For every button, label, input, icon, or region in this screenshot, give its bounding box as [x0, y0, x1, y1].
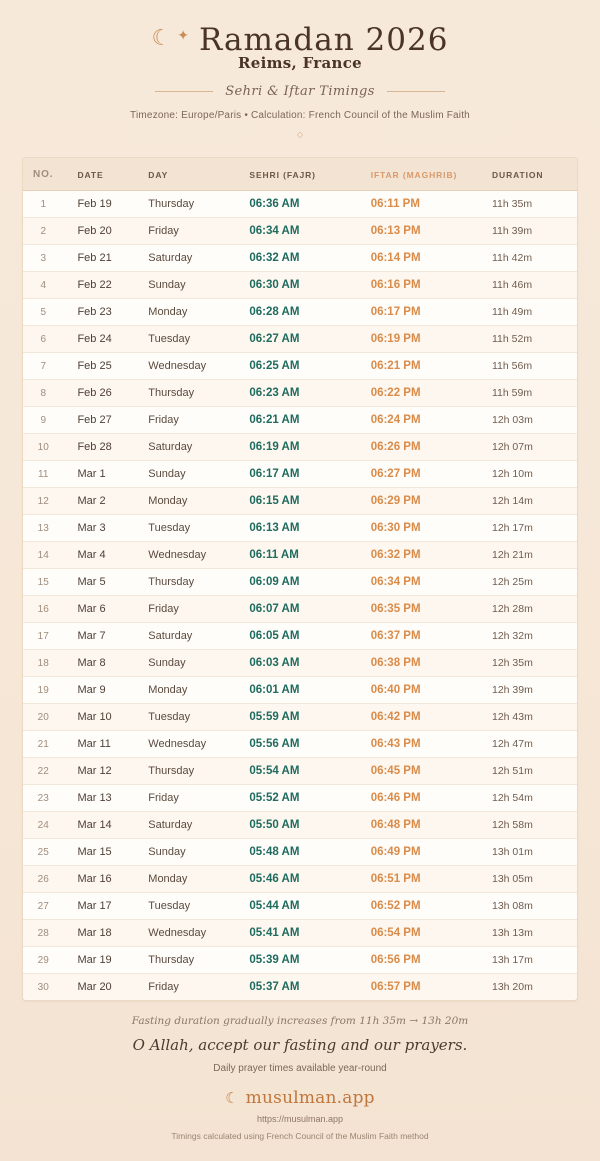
table-row [23, 353, 577, 380]
cell-sehri: 05:59 AM [243, 704, 364, 731]
cell-no: 1 [23, 191, 63, 218]
cell-iftar: 06:16 PM [365, 272, 486, 299]
cell-date: Feb 26 [63, 380, 142, 407]
timezone-calculation-meta: Timezone: Europe/Paris • Calculation: French Council of the Muslim Faith [130, 110, 470, 121]
cell-date: Feb 22 [63, 272, 142, 299]
cell-day: Saturday [142, 623, 243, 650]
section-label-row [20, 84, 580, 99]
cell-iftar: 06:51 PM [365, 866, 486, 893]
cell-duration: 13h 08m [486, 893, 577, 920]
cell-duration: 12h 14m [486, 488, 577, 515]
table-row [23, 731, 577, 758]
table-row [23, 812, 577, 839]
cell-day: Thursday [142, 947, 243, 974]
cell-date: Mar 13 [63, 785, 142, 812]
table-row [23, 893, 577, 920]
table-row [23, 704, 577, 731]
cell-iftar: 06:48 PM [365, 812, 486, 839]
cell-day: Tuesday [142, 893, 243, 920]
cell-duration: 11h 52m [486, 326, 577, 353]
table-row [23, 920, 577, 947]
cell-no: 30 [37, 981, 49, 993]
cell-day: Sunday [142, 650, 243, 677]
cell-duration: 13h 20m [492, 981, 533, 993]
cell-no: 9 [23, 407, 63, 434]
cell-iftar: 06:38 PM [365, 650, 486, 677]
cell-iftar: 06:43 PM [365, 731, 486, 758]
cell-sehri: 06:01 AM [243, 677, 364, 704]
cell-duration: 12h 58m [486, 812, 577, 839]
cell-sehri: 05:50 AM [243, 812, 364, 839]
cell-day: Sunday [142, 839, 243, 866]
cell-sehri: 06:03 AM [243, 650, 364, 677]
cell-day: Monday [142, 677, 243, 704]
brand-row [20, 1088, 580, 1108]
cell-sehri: 06:34 AM [243, 218, 364, 245]
cell-day: Friday [142, 596, 243, 623]
cell-day: Monday [142, 866, 243, 893]
cell-no: 8 [23, 380, 63, 407]
brand-name: musulman.app [245, 1088, 375, 1108]
table-row [23, 326, 577, 353]
cell-day: Wednesday [142, 920, 243, 947]
cell-duration: 12h 25m [486, 569, 577, 596]
cell-no: 11 [23, 461, 63, 488]
table-row [23, 245, 577, 272]
cell-sehri: 06:11 AM [243, 542, 364, 569]
cell-duration: 12h 03m [486, 407, 577, 434]
cell-sehri: 05:56 AM [243, 731, 364, 758]
cell-iftar: 06:14 PM [365, 245, 486, 272]
cell-date: Mar 16 [63, 866, 142, 893]
cell-date: Mar 1 [63, 461, 142, 488]
column-header-duration: DURATION [486, 158, 577, 191]
cell-date: Mar 9 [63, 677, 142, 704]
cell-day: Thursday [142, 380, 243, 407]
table-row [23, 650, 577, 677]
column-header-sehri: SEHRI (FAJR) [243, 158, 364, 191]
table-row [23, 380, 577, 407]
cell-day: Friday [142, 785, 243, 812]
daily-prayer-note: Daily prayer times available year-round [213, 1063, 387, 1074]
cell-date: Feb 25 [63, 353, 142, 380]
timings-table [23, 158, 577, 1000]
cell-no: 4 [23, 272, 63, 299]
cell-date: Mar 11 [63, 731, 142, 758]
brand-url[interactable]: https://musulman.app [256, 1114, 344, 1124]
table-row [23, 677, 577, 704]
cell-duration: 13h 13m [486, 920, 577, 947]
cell-duration: 11h 35m [486, 191, 577, 218]
table-row [23, 839, 577, 866]
cell-no: 18 [23, 650, 63, 677]
cell-day: Saturday [142, 812, 243, 839]
cell-day: Tuesday [142, 515, 243, 542]
cell-day: Thursday [142, 191, 243, 218]
cell-iftar: 06:22 PM [365, 380, 486, 407]
cell-iftar: 06:34 PM [365, 569, 486, 596]
cell-iftar: 06:29 PM [365, 488, 486, 515]
cell-day: Monday [142, 299, 243, 326]
cell-sehri: 06:17 AM [243, 461, 364, 488]
cell-day: Friday [142, 407, 243, 434]
cell-no: 5 [23, 299, 63, 326]
table-row [23, 299, 577, 326]
table-row [23, 434, 577, 461]
cell-day: Saturday [142, 434, 243, 461]
cell-duration: 11h 56m [486, 353, 577, 380]
cell-day: Saturday [142, 245, 243, 272]
cell-duration: 12h 39m [486, 677, 577, 704]
cell-sehri: 05:52 AM [243, 785, 364, 812]
cell-date: Mar 15 [63, 839, 142, 866]
cell-iftar: 06:30 PM [365, 515, 486, 542]
cell-no: 2 [23, 218, 63, 245]
cell-iftar: 06:19 PM [365, 326, 486, 353]
cell-no: 3 [23, 245, 63, 272]
cell-date: Mar 6 [63, 596, 142, 623]
cell-date: Mar 10 [63, 704, 142, 731]
cell-sehri: 06:28 AM [243, 299, 364, 326]
column-header-no: NO. [23, 158, 63, 191]
cell-day: Sunday [142, 272, 243, 299]
cell-iftar: 06:42 PM [365, 704, 486, 731]
cell-duration: 11h 59m [486, 380, 577, 407]
cell-sehri: 06:19 AM [243, 434, 364, 461]
cell-date: Mar 14 [63, 812, 142, 839]
cell-iftar: 06:37 PM [365, 623, 486, 650]
table-header-row [23, 158, 577, 191]
cell-duration: 12h 43m [486, 704, 577, 731]
cell-iftar: 06:49 PM [365, 839, 486, 866]
cell-no: 19 [23, 677, 63, 704]
table-row [23, 974, 577, 1001]
cell-sehri: 05:41 AM [243, 920, 364, 947]
cell-date: Feb 19 [63, 191, 142, 218]
cell-day: Tuesday [142, 704, 243, 731]
column-header-day: DAY [142, 158, 243, 191]
cell-date: Feb 20 [63, 218, 142, 245]
cell-iftar: 06:40 PM [365, 677, 486, 704]
cell-sehri: 06:13 AM [243, 515, 364, 542]
table-row [23, 569, 577, 596]
table-row [23, 596, 577, 623]
cell-duration: 13h 17m [486, 947, 577, 974]
cell-sehri: 05:39 AM [243, 947, 364, 974]
table-row [23, 488, 577, 515]
cell-no: 26 [23, 866, 63, 893]
table-row [23, 515, 577, 542]
cell-iftar: 06:24 PM [365, 407, 486, 434]
cell-day: Thursday [142, 569, 243, 596]
divider-right [387, 91, 445, 92]
cell-no: 24 [23, 812, 63, 839]
cell-iftar: 06:13 PM [365, 218, 486, 245]
table-row [23, 407, 577, 434]
cell-sehri: 05:46 AM [243, 866, 364, 893]
cell-date: Mar 18 [63, 920, 142, 947]
page-footer [0, 1001, 600, 1161]
section-label: Sehri & Iftar Timings [225, 84, 375, 99]
cell-date: Feb 28 [63, 434, 142, 461]
cell-no: 15 [23, 569, 63, 596]
cell-sehri: 06:30 AM [243, 272, 364, 299]
cell-no: 28 [23, 920, 63, 947]
cell-no: 14 [23, 542, 63, 569]
cell-iftar: 06:35 PM [365, 596, 486, 623]
table-row [23, 623, 577, 650]
dua-text: O Allah, accept our fasting and our prayers. [132, 1036, 468, 1054]
cell-no: 17 [23, 623, 63, 650]
cell-no: 25 [23, 839, 63, 866]
cell-duration: 11h 42m [486, 245, 577, 272]
duration-note: Fasting duration gradually increases from 11h 35m → 13h 20m [131, 1015, 469, 1027]
cell-date: Mar 12 [63, 758, 142, 785]
cell-iftar: 06:52 PM [365, 893, 486, 920]
cell-no: 27 [23, 893, 63, 920]
cell-date: Mar 8 [63, 650, 142, 677]
cell-duration: 12h 47m [486, 731, 577, 758]
cell-duration: 12h 28m [486, 596, 577, 623]
cell-no: 7 [23, 353, 63, 380]
cell-date: Feb 23 [63, 299, 142, 326]
cell-iftar: 06:21 PM [365, 353, 486, 380]
cell-no: 10 [23, 434, 63, 461]
cell-day: Friday [148, 981, 179, 993]
cell-date: Mar 5 [63, 569, 142, 596]
brand-crescent-icon: ☾ [225, 1089, 239, 1107]
diamond-ornament-icon: ◇ [296, 130, 304, 139]
cell-iftar: 06:54 PM [365, 920, 486, 947]
table-row [23, 461, 577, 488]
cell-no: 20 [23, 704, 63, 731]
cell-duration: 11h 39m [486, 218, 577, 245]
cell-sehri: 06:23 AM [243, 380, 364, 407]
divider-left [155, 91, 213, 92]
cell-duration: 12h 32m [486, 623, 577, 650]
table-row [23, 947, 577, 974]
cell-iftar: 06:45 PM [365, 758, 486, 785]
cell-day: Monday [142, 488, 243, 515]
table-header [23, 158, 577, 191]
cell-sehri: 06:21 AM [243, 407, 364, 434]
cell-no: 29 [23, 947, 63, 974]
cell-sehri: 05:37 AM [249, 981, 300, 993]
cell-sehri: 05:44 AM [243, 893, 364, 920]
cell-no: 22 [23, 758, 63, 785]
table-row [23, 191, 577, 218]
cell-iftar: 06:17 PM [365, 299, 486, 326]
table-body [23, 191, 577, 1001]
cell-duration: 12h 51m [486, 758, 577, 785]
cell-no: 12 [23, 488, 63, 515]
cell-date: Mar 7 [63, 623, 142, 650]
cell-duration: 12h 54m [486, 785, 577, 812]
cell-iftar: 06:57 PM [370, 981, 421, 993]
cell-date: Mar 2 [63, 488, 142, 515]
page-title: Ramadan 2026 [199, 22, 449, 58]
cell-duration: 12h 35m [486, 650, 577, 677]
table-row [23, 785, 577, 812]
cell-sehri: 05:54 AM [243, 758, 364, 785]
cell-iftar: 06:27 PM [365, 461, 486, 488]
cell-duration: 12h 17m [486, 515, 577, 542]
cell-iftar: 06:56 PM [365, 947, 486, 974]
cell-date: Mar 17 [63, 893, 142, 920]
cell-sehri: 06:27 AM [243, 326, 364, 353]
cell-date: Feb 24 [63, 326, 142, 353]
cell-no: 6 [23, 326, 63, 353]
cell-date: Mar 20 [77, 981, 112, 993]
cell-iftar: 06:26 PM [365, 434, 486, 461]
cell-iftar: 06:32 PM [365, 542, 486, 569]
column-header-iftar: IFTAR (MAGHRIB) [365, 158, 486, 191]
cell-day: Tuesday [142, 326, 243, 353]
cell-no: 16 [23, 596, 63, 623]
table-row [23, 866, 577, 893]
cell-date: Mar 4 [63, 542, 142, 569]
page-header [0, 0, 600, 149]
cell-day: Thursday [142, 758, 243, 785]
cell-date: Feb 21 [63, 245, 142, 272]
cell-duration: 12h 07m [486, 434, 577, 461]
cell-iftar: 06:11 PM [365, 191, 486, 218]
cell-date: Mar 3 [63, 515, 142, 542]
cell-no: 23 [23, 785, 63, 812]
cell-duration: 12h 10m [486, 461, 577, 488]
location-subtitle: Reims, France [238, 54, 362, 72]
table-row [23, 272, 577, 299]
crescent-moon-icon: ☾ [151, 25, 172, 50]
cell-date: Feb 27 [63, 407, 142, 434]
cell-iftar: 06:46 PM [365, 785, 486, 812]
cell-day: Wednesday [142, 731, 243, 758]
cell-sehri: 06:36 AM [243, 191, 364, 218]
table-row [23, 758, 577, 785]
title-row [20, 22, 580, 58]
cell-day: Wednesday [142, 353, 243, 380]
cell-duration: 12h 21m [486, 542, 577, 569]
cell-sehri: 06:15 AM [243, 488, 364, 515]
cell-duration: 13h 01m [486, 839, 577, 866]
cell-sehri: 06:32 AM [243, 245, 364, 272]
cell-sehri: 06:05 AM [243, 623, 364, 650]
cell-duration: 11h 49m [486, 299, 577, 326]
cell-sehri: 05:48 AM [243, 839, 364, 866]
cell-date: Mar 19 [63, 947, 142, 974]
cell-day: Friday [142, 218, 243, 245]
star-icon: ✦ [177, 27, 189, 43]
cell-duration: 13h 05m [486, 866, 577, 893]
cell-no: 13 [23, 515, 63, 542]
cell-sehri: 06:07 AM [243, 596, 364, 623]
cell-duration: 11h 46m [486, 272, 577, 299]
table-row [23, 542, 577, 569]
cell-sehri: 06:25 AM [243, 353, 364, 380]
cell-day: Wednesday [142, 542, 243, 569]
timings-table-card [22, 157, 578, 1001]
table-row [23, 218, 577, 245]
column-header-date: DATE [63, 158, 142, 191]
cell-sehri: 06:09 AM [243, 569, 364, 596]
cell-no: 21 [23, 731, 63, 758]
cell-day: Sunday [142, 461, 243, 488]
calculation-method-note: Timings calculated using French Council of the Muslim Faith method [171, 1131, 429, 1141]
